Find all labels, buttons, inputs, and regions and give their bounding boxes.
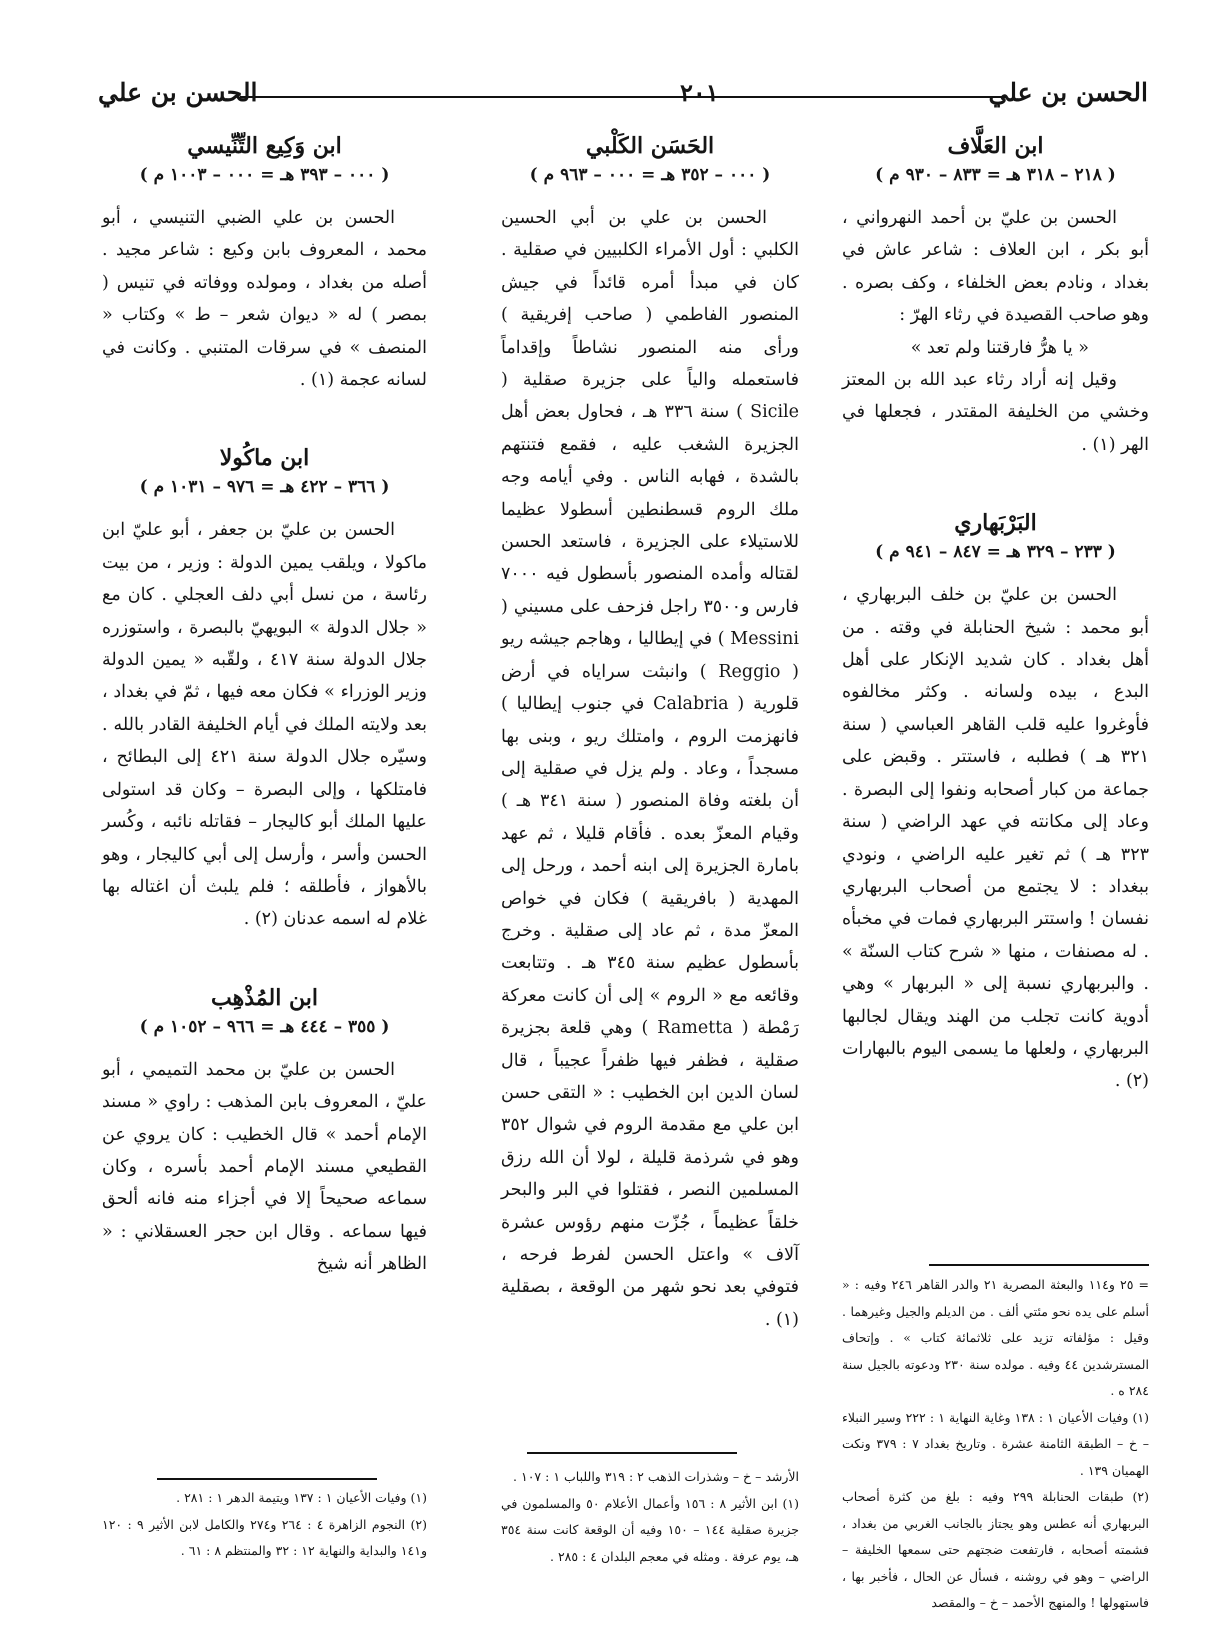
entry-text: الحسن بن عليّ بن جعفر ، أبو عليّ ابن ماكولا ، ويلقب يمين الدولة : وزير ، من بيت رئاسة ، من نسل أبي دلف العجلي . كان مع « جلال الدولة » البويهيّ بالبصرة ، واستوزره جلال الدولة سنة ٤١٧ ، ولقّبه « يمين الدولة وزير الوزراء » فكان معه فيها ، ثمّ في بغداد ، بعد ولايته الملك في أيام الخليفة القادر بالله . وسيّره جلال الدولة سنة ٤٢١ إلى البطائح ، فامتلكها ، وإلى البصرة – وكان قد استولى عليها الملك أبو كاليجار – فقاتله نائبه ، وكُسر الحسن وأسر ، وأرسل إلى أبي كاليجار ، وهو بالأهواز ، فأطلقه ؛ فلم يلبث أن اغتاله بها غلام له اسمه عدنان (٢) . (102, 520, 427, 930)
footnote-continuation: الأرشد – خ – وشذرات الذهب ٢ : ٣١٩ واللباب ١ : ١٠٧ . (513, 1469, 799, 1484)
entry-text: وقيل إنه أراد رثاء عبد الله بن المعتز وخشي من الخليفة المقتدر ، فجعلها في الهر (١) . (842, 370, 1149, 455)
entry-title: ابن العَلَّاف (947, 133, 1044, 159)
footnotes-right (842, 1272, 1149, 1617)
column-middle (501, 130, 799, 1336)
footnote-1: (١) وفيات الأعيان ١ : ١٣٧ ويتيمة الدهر ١ : ٢٨١ . (176, 1490, 427, 1505)
entry-dates: ( ٣٥٥ – ٤٤٤ هـ = ٩٦٦ – ١٠٥٢ م ) (139, 1016, 390, 1037)
header-left-title: الحسن بن علي (98, 78, 258, 107)
footnote-2: (٢) طبقات الحنابلة ٢٩٩ وفيه : بلغ من كثرة أصحاب البربهاري أنه عطس وهو يجتاز بالجانب الغربي من بغداد ، فشمته أصحابه ، فارتفعت ضجتهم حتى سمعها الخليفة – الراضي – وهو في روشنه ، فسأل عن الحال ، فأخبر بها ، فاستهولها ! والمنهج الأحمد – خ – والمقصد (842, 1489, 1149, 1610)
entry-title: الحَسَن الكَلْبي (585, 133, 715, 159)
entry-dates: ( ٢١٨ – ٣١٨ هـ = ٨٣٣ – ٩٣٠ م ) (875, 165, 1116, 185)
column-right (842, 130, 1149, 1098)
entry-text: الحسن بن عليّ بن أحمد النهرواني ، أبو بكر ، ابن العلاف : شاعر عاش في بغداد ، ونادم بعض الخلفاء ، وكف بصره . وهو صاحب القصيدة في رثاء الهرّ : (842, 208, 1149, 326)
entry-quote: « يا هرُّ فارقتنا ولم تعد » (910, 337, 1089, 358)
footnote-rule-middle (527, 1452, 737, 1454)
entry-text: الحسن بن علي بن أبي الحسين الكلبي : أول الأمراء الكلبيين في صقلية . كان في مبدأ أمره قائداً في جيش المنصور الفاطمي ( صاحب إفريقية ) ورأى منه المنصور نشاطاً وإقداماً فاستعمله والياً على جزيرة صقلية ( Sicile ) سنة ٣٣٦ هـ ، فحاول بعض أهل الجزيرة الشغب عليه ، فقمع فتنتهم بالشدة ، فهابه الناس . وفي أيامه وجه ملك الروم قسطنطين أسطولا عظيما للاستيلاء على الجزيرة ، فاستعد الحسن لقتاله وأمده المنصور بأسطول فيه ٧٠٠٠ فارس و٣٥٠٠ راجل فزحف على مسيني ( Messini ) في إيطاليا ، وهاجم جيشه ريو ( Reggio ) وانبثت سراياه في أرض قلورية ( Calabria في جنوب إيطاليا ) فانهزمت الروم ، وامتلك ريو ، وبنى بها مسجداً ، وعاد . ولم يزل في صقلية إلى أن بلغته وفاة المنصور ( سنة ٣٤١ هـ ) وقيام المعزّ بعده . فأقام قليلا ، ثم عهد بامارة الجزيرة إلى ابنه أحمد ، ورحل إلى المهدية ( بافريقية ) فكان في خواص المعزّ مدة ، ثم عاد إلى صقلية . وخرج بأسطول عظيم سنة ٣٤٥ هـ . وتتابعت وقائعه مع « الروم » إلى أن كانت معركة رَمْطة ( Rametta ) وهي قلعة بجزيرة صقلية ، فظفر فيها ظفراً عجيباً ، قال لسان الدين ابن الخطيب : « التقى حسن ابن علي مع مقدمة الروم في شوال ٣٥٢ وهو في شرذمة قليلة ، لولا أن الله رزق المسلمين النصر ، فقتلوا في البر والبحر خلقاً عظيماً ، جُزّت منهم رؤوس عشرة آلاف » واعتل الحسن لفرط فرحه ، فتوفي بعد نحو شهر من الوقعة ، بصقلية (١) . (501, 208, 800, 1330)
page-number: ٢٠١ (680, 78, 719, 107)
header-rule-left (240, 96, 658, 98)
entry-title: ابن ماكُولا (219, 445, 310, 472)
footnotes-middle (501, 1464, 799, 1570)
footnotes-left (102, 1485, 427, 1565)
entry-dates: ( ٣٦٦ – ٤٢٢ هـ = ٩٧٦ – ١٠٣١ م ) (139, 477, 390, 498)
footnote-rule-left (157, 1478, 377, 1480)
column-left (102, 130, 427, 1281)
header-right-title: الحسن بن علي (988, 78, 1148, 107)
entry-dates: ( ٠٠٠ – ٣٥٢ هـ = ٠٠٠ – ٩٦٣ م ) (529, 165, 771, 185)
footnote-rule-right (929, 1264, 1149, 1266)
footnote-2: (٢) النجوم الزاهرة ٤ : ٢٦٤ و٢٧٤ والكامل لابن الأثير ٩ : ١٢٠ و١٤١ والبداية والنهاية ١٢ : ٣٢ والمنتظم ٨ : ٦١ . (102, 1516, 427, 1558)
running-header (98, 78, 1148, 118)
entry-text: الحسن بن علي الضبي التنيسي ، أبو محمد ، المعروف بابن وكيع : شاعر مجيد . أصله من بغداد ، ومولده ووفاته في تنيس ( بمصر ) له « ديوان شعر – ط » وكتاب « المنصف » في سرقات المتنبي . وكانت في لسانه عجمة (١) . (102, 208, 427, 391)
footnote-1: (١) وفيات الأعيان ١ : ١٣٨ وغاية النهاية ١ : ٢٢٢ وسير النبلاء – خ – الطبقة الثامنة عشرة . وتاريخ بغداد ٧ : ٣٧٩ ونكت الهميان ١٣٩ . (842, 1409, 1149, 1478)
entry-title: ابن المُذْهِب (211, 984, 318, 1011)
entry-text: الحسن بن عليّ بن محمد التميمي ، أبو عليّ ، المعروف بابن المذهب : راوي « مسند الإمام أحمد » قال الخطيب : كان يروي عن القطيعي مسند الإمام أحمد بأسره ، وكان سماعه صحيحاً إلا في أجزاء منه فانه ألحق فيها سماعه . وقال ابن حجر العسقلاني : « الظاهر أنه شيخ (102, 1059, 427, 1275)
entry-dates: ( ٠٠٠ – ٣٩٣ هـ = ٠٠٠ – ١٠٠٣ م ) (139, 165, 390, 185)
entry-title: البَرْبَهاري (954, 510, 1037, 537)
header-rule-right (618, 96, 1006, 98)
footnote-1: (١) ابن الأثير ٨ : ١٥٦ وأعمال الأعلام ٥٠ والمسلمون في جزيرة صقلية ١٤٤ – ١٥٠ وفيه أن الوقعة كانت سنة ٣٥٤ هـ، يوم عرفة . ومثله في معجم البلدان ٤ : ٢٨٥ . (501, 1495, 800, 1564)
entry-dates: ( ٢٣٣ – ٣٢٩ هـ = ٨٤٧ – ٩٤١ م ) (875, 542, 1116, 563)
entry-text: الحسن بن عليّ بن خلف البربهاري ، أبو محمد : شيخ الحنابلة في وقته . من أهل بغداد . كان شديد الإنكار على أهل البدع ، بيده ولسانه . وكثر مخالفوه فأوغروا عليه قلب القاهر العباسي ( سنة ٣٢١ هـ ) فطلبه ، فاستتر . وقبض على جماعة من كبار أصحابه ونفوا إلى البصرة . وعاد إلى مكانته في عهد الراضي ( سنة ٣٢٣ هـ ) ثم تغير عليه الراضي ، ونودي ببغداد : لا يجتمع من أصحاب البربهاري نفسان ! واستتر البربهاري فمات في مخبأه . له مصنفات ، منها « شرح كتاب السنّة » . والبربهاري نسبة إلى « البربهار » وهي أدوية كانت تجلب من الهند ويقال لجالبها البربهاري ، ولعلها ما يسمى اليوم بالبهارات (٢) . (842, 585, 1149, 1092)
entry-title: ابن وَكِيع التِّنِّيسي (187, 133, 342, 159)
footnote-continuation: = ٢٥ و١١٤ والبعثة المصرية ٢١ والدر القاهر ٢٤٦ وفيه : « أسلم على يده نحو مئتي ألف . من الديلم والجيل وغيرهما . وقيل : مؤلفاته تزيد على ثلاثمائة كتاب » . وإتحاف المسترشدين ٤٤ وفيه . مولده سنة ٢٣٠ ودعوته بالجيل سنة ٢٨٤ ه . (842, 1277, 1149, 1398)
